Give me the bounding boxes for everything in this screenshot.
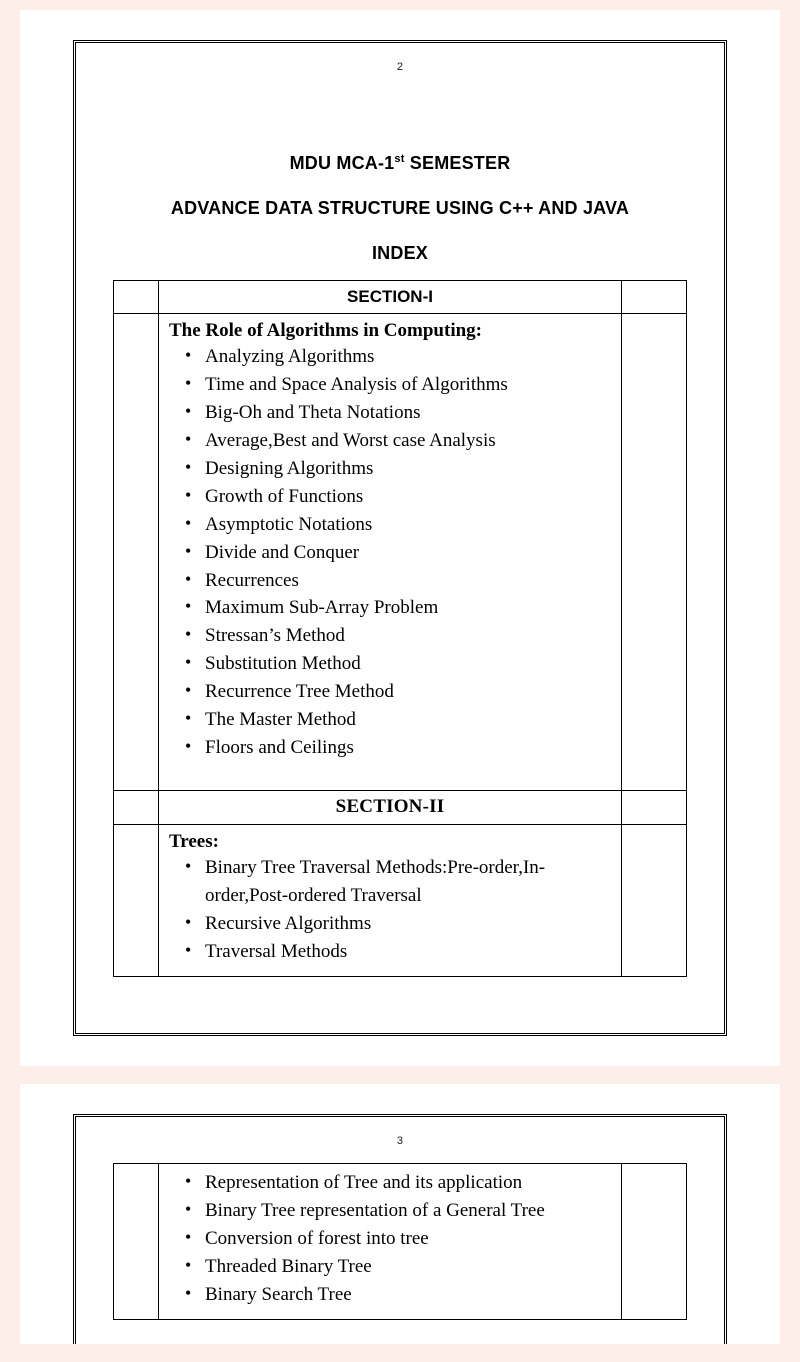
topic-list — [169, 1169, 613, 1309]
list-item: • The Master Method — [203, 706, 613, 734]
course-title: ADVANCE DATA STRUCTURE USING C++ AND JAVA — [170, 198, 630, 218]
section-content — [159, 1164, 621, 1319]
topic-group-title: The Role of Algorithms in Computing: — [169, 320, 482, 341]
page-border-frame — [73, 1114, 727, 1344]
list-item: • Threaded Binary Tree — [203, 1253, 613, 1281]
cell-right-blank — [622, 1164, 687, 1320]
list-item: • Binary Search Tree — [203, 1281, 613, 1309]
list-item: • Average,Best and Worst case Analysis — [203, 427, 613, 455]
list-item: • Recurrences — [203, 567, 613, 595]
section-heading: SECTION-II — [335, 796, 445, 817]
list-item: • Maximum Sub-Array Problem — [203, 594, 613, 622]
topic-group-title: Trees: — [169, 831, 219, 852]
cell-left-blank — [114, 791, 159, 825]
cell-left-blank — [114, 1164, 159, 1320]
cell-left-blank — [114, 281, 159, 314]
list-item: • Conversion of forest into tree — [203, 1225, 613, 1253]
cell-right-blank — [622, 281, 687, 314]
section-content — [159, 314, 621, 790]
list-item: • Recurrence Tree Method — [203, 678, 613, 706]
title-superscript: st — [394, 153, 405, 165]
title-suffix: SEMESTER — [404, 153, 511, 173]
index-label: INDEX — [371, 243, 428, 263]
spacer — [169, 762, 613, 780]
list-item: • Big-Oh and Theta Notations — [203, 399, 613, 427]
page-title — [76, 153, 724, 174]
page-number: 2 — [396, 61, 404, 73]
document-page-2 — [20, 10, 780, 1066]
list-item: • Growth of Functions — [203, 483, 613, 511]
table-row-section-2-content — [114, 825, 687, 977]
section-content — [159, 825, 621, 976]
section-heading: SECTION-I — [347, 287, 433, 306]
list-item: • Divide and Conquer — [203, 539, 613, 567]
page-border-frame — [73, 40, 727, 1036]
topic-list — [169, 343, 613, 762]
page-number: 3 — [396, 1135, 404, 1147]
index-table-continued — [113, 1163, 687, 1320]
index-table — [113, 280, 687, 977]
title-prefix: MDU MCA-1 — [289, 153, 395, 173]
list-item: • Substitution Method — [203, 650, 613, 678]
cell-left-blank — [114, 314, 159, 791]
cell-right-blank — [622, 825, 687, 977]
cell-left-blank — [114, 825, 159, 977]
list-item: • Recursive Algorithms — [203, 910, 613, 938]
list-item: • Designing Algorithms — [203, 455, 613, 483]
table-row-continued — [114, 1164, 687, 1320]
table-row-section-1-content — [114, 314, 687, 791]
list-item: • Asymptotic Notations — [203, 511, 613, 539]
cell-right-blank — [622, 314, 687, 791]
list-item: • Traversal Methods — [203, 938, 613, 966]
list-item: • Stressan’s Method — [203, 622, 613, 650]
table-row-section-1-header — [114, 281, 687, 314]
list-item: • Time and Space Analysis of Algorithms — [203, 371, 613, 399]
list-item: • Binary Tree representation of a General Tree — [203, 1197, 613, 1225]
list-item: • Analyzing Algorithms — [203, 343, 613, 371]
list-item: • Representation of Tree and its application — [203, 1169, 613, 1197]
cell-right-blank — [622, 791, 687, 825]
list-item: • Binary Tree Traversal Methods:Pre-order,In-order,Post-ordered Traversal — [203, 854, 613, 910]
table-row-section-2-header — [114, 791, 687, 825]
list-item: • Floors and Ceilings — [203, 734, 613, 762]
topic-list — [169, 854, 613, 966]
document-page-3 — [20, 1084, 780, 1344]
